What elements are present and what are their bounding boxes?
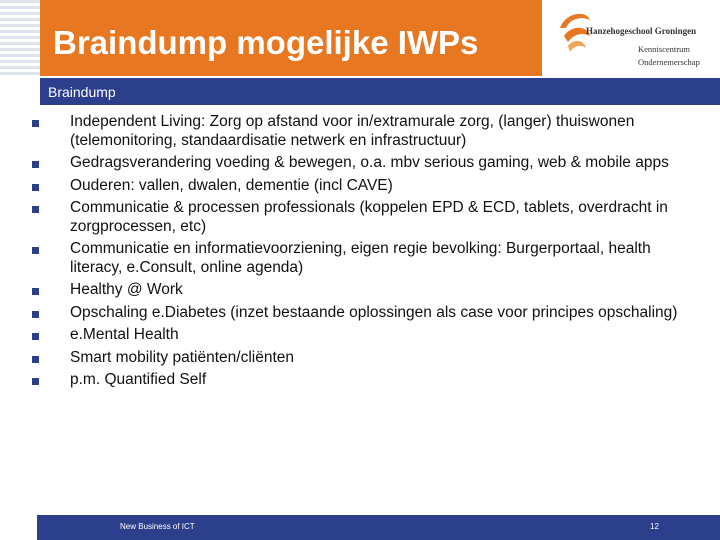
page-number: 12 (650, 522, 659, 531)
bullet-text: e.Mental Health (70, 326, 179, 343)
logo-name: Hanzehogeschool Groningen (586, 26, 697, 36)
bullet-square-icon (32, 356, 39, 363)
bullet-text: Communicatie en informatievoorziening, eigen regie bevolking: Burgerportaal, health literacy, e.Consult, online agenda) (70, 240, 651, 276)
bullet-text: p.m. Quantified Self (70, 371, 207, 388)
bullet-square-icon (32, 288, 39, 295)
bullet-square-icon (32, 311, 39, 318)
institution-logo (556, 6, 716, 76)
list-item (30, 281, 710, 300)
bullet-text: Gedragsverandering voeding & bewegen, o.a. mbv serious gaming, web & mobile apps (70, 154, 669, 171)
list-item (30, 240, 710, 277)
bullet-square-icon (32, 378, 39, 385)
list-item (30, 177, 710, 196)
bullet-square-icon (32, 247, 39, 254)
bullet-text: Opschaling e.Diabetes (inzet bestaande oplossingen als case voor principes opschaling) (70, 303, 678, 321)
bullet-text: Ouderen: vallen, dwalen, dementie (incl CAVE) (70, 176, 393, 194)
list-item (30, 349, 710, 368)
bullet-square-icon (32, 333, 39, 340)
bullet-square-icon (32, 161, 39, 168)
list-item (30, 199, 710, 236)
subtitle-bar (40, 78, 720, 105)
bullet-text: Independent Living: Zorg op afstand voor in/extramurale zorg, (langer) thuiswonen (telemonitoring, standaardisatie netwerk en infrastructuur) (70, 113, 635, 149)
bullet-square-icon (32, 206, 39, 213)
list-item (30, 371, 710, 390)
bullet-text: Smart mobility patiënten/cliënten (70, 348, 295, 366)
bullet-square-icon (32, 184, 39, 191)
footer-label: New Business of ICT (120, 522, 195, 531)
bullet-square-icon (32, 120, 39, 127)
slide-subtitle: Braindump (48, 84, 116, 100)
bullet-text: Healthy @ Work (70, 281, 183, 298)
logo-line-1: Kenniscentrum (638, 44, 690, 54)
list-item (30, 304, 710, 323)
list-item (30, 154, 710, 173)
bullet-list (30, 113, 710, 394)
bullet-text: Communicatie & processen professionals (koppelen EPD & ECD, tablets, overdracht in zorgprocessen, etc) (70, 199, 668, 235)
logo-line-2: Ondernemerschap (638, 57, 700, 67)
slide-title: Braindump mogelijke IWPs (53, 24, 479, 61)
list-item (30, 326, 710, 345)
decorative-stripes (0, 0, 40, 78)
list-item (30, 113, 710, 150)
